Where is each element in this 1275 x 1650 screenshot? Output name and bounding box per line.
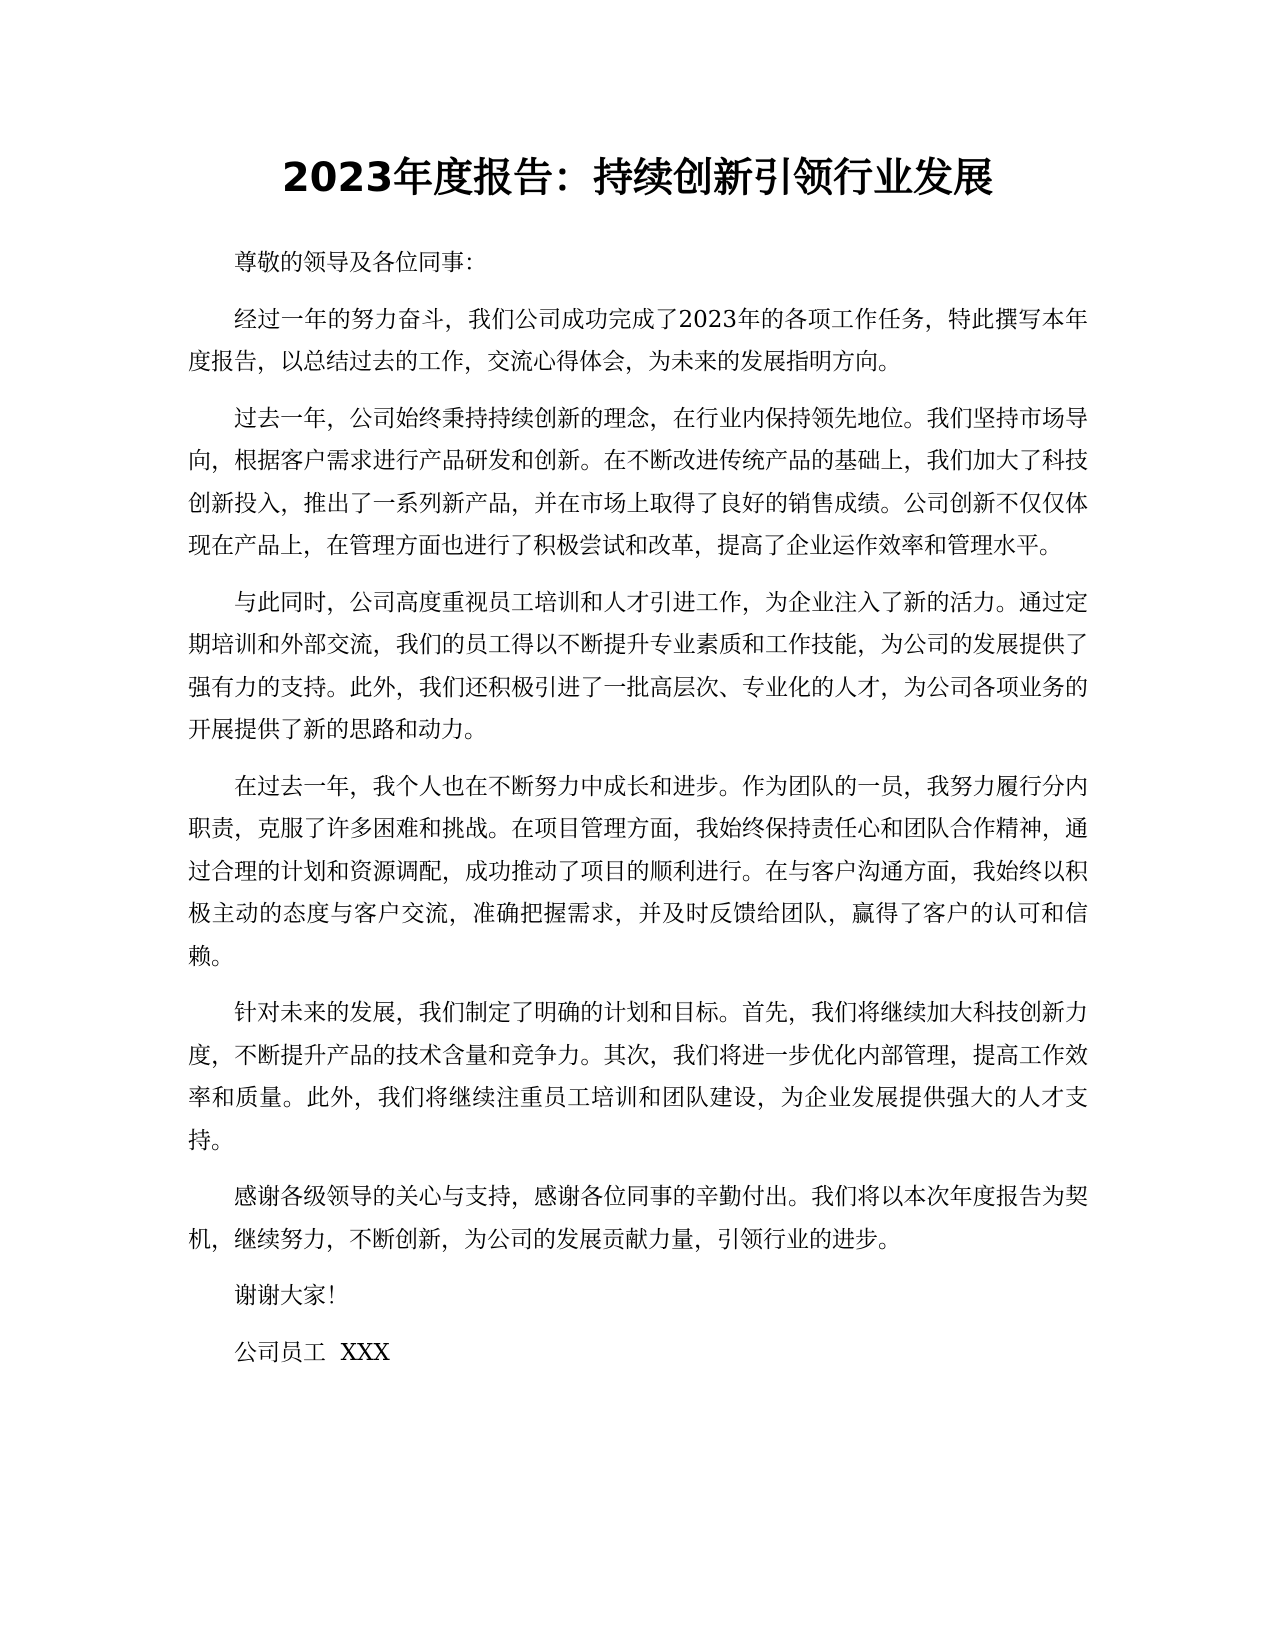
document-body xyxy=(188,242,1088,1388)
paragraph-6: 感谢各级领导的关心与支持，感谢各位同事的辛勤付出。我们将以本次年度报告为契机，继续努力，不断创新，为公司的发展贡献力量，引领行业的进步。 xyxy=(188,1184,1088,1253)
paragraph-3: 与此同时，公司高度重视员工培训和人才引进工作，为企业注入了新的活力。通过定期培训和外部交流，我们的员工得以不断提升专业素质和工作技能，为公司的发展提供了强有力的支持。此外，我们还积极引进了一批高层次、专业化的人才，为公司各项业务的开展提供了新的思路和动力。 xyxy=(188,589,1088,743)
salutation: 尊敬的领导及各位同事： xyxy=(234,250,487,276)
closing: 谢谢大家！ xyxy=(234,1283,349,1309)
signature: 公司员工 XXX xyxy=(234,1339,390,1366)
paragraph-2: 过去一年，公司始终秉持持续创新的理念，在行业内保持领先地位。我们坚持市场导向，根据客户需求进行产品研发和创新。在不断改进传统产品的基础上，我们加大了科技创新投入，推出了一系列新产品，并在市场上取得了良好的销售成绩。公司创新不仅仅体现在产品上，在管理方面也进行了积极尝试和改革，提高了企业运作效率和管理水平。 xyxy=(188,405,1088,559)
paragraph-4: 在过去一年，我个人也在不断努力中成长和进步。作为团队的一员，我努力履行分内职责，克服了许多困难和挑战。在项目管理方面，我始终保持责任心和团队合作精神，通过合理的计划和资源调配，成功推动了项目的顺利进行。在与客户沟通方面，我始终以积极主动的态度与客户交流，准确把握需求，并及时反馈给团队，赢得了客户的认可和信赖。 xyxy=(188,773,1088,970)
document-title: 2023年度报告：持续创新引领行业发展 xyxy=(281,155,994,201)
paragraph-5: 针对未来的发展，我们制定了明确的计划和目标。首先，我们将继续加大科技创新力度，不断提升产品的技术含量和竞争力。其次，我们将进一步优化内部管理，提高工作效率和质量。此外，我们将继续注重员工培训和团队建设，为企业发展提供强大的人才支持。 xyxy=(188,1000,1088,1154)
paragraph-1: 经过一年的努力奋斗，我们公司成功完成了2023年的各项工作任务，特此撰写本年度报告，以总结过去的工作，交流心得体会，为未来的发展指明方向。 xyxy=(188,306,1088,375)
